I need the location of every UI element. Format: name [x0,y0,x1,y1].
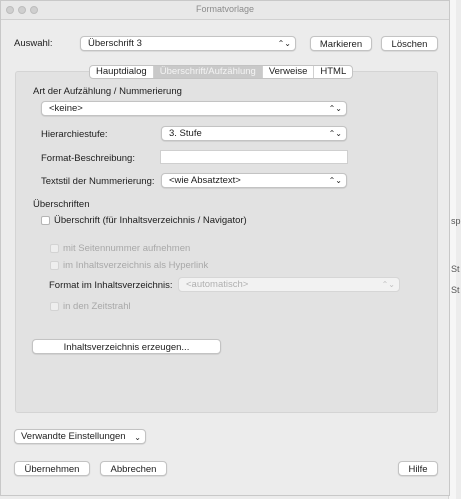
textstyle-dropdown[interactable] [161,173,347,188]
help-button[interactable]: Hilfe [398,461,438,476]
cancel-button[interactable]: Abbrechen [100,461,167,476]
background-text: St [451,285,460,295]
style-selection-value: Überschrift 3 [88,38,142,49]
chevron-updown-icon: ⌃⌄ [328,176,342,185]
description-field[interactable] [160,150,348,164]
description-label: Format-Beschreibung: [41,153,135,164]
select-button[interactable]: Markieren [310,36,372,51]
title-bar[interactable] [1,1,449,20]
toc-checkbox-label: Überschrift (für Inhaltsverzeichnis / Navigator) [54,215,247,226]
chevron-updown-icon: ⌃⌄ [381,280,395,289]
tab-bar [89,65,353,79]
level-label: Hierarchiestufe: [41,129,108,140]
chevron-updown-icon: ⌃⌄ [328,104,342,113]
tab-references[interactable]: Verweise [263,66,315,78]
related-settings-label: Verwandte Einstellungen [21,431,126,442]
create-toc-button[interactable]: Inhaltsverzeichnis erzeugen... [32,339,221,354]
tab-main-dialog[interactable]: Hauptdialog [90,66,154,78]
chevron-down-icon: ⌄ [134,433,141,442]
tab-heading-numbering[interactable]: Überschrift/Aufzählung [154,66,263,78]
hyperlink-checkbox[interactable] [50,261,59,270]
delete-button[interactable]: Löschen [381,36,438,51]
toc-format-value: <automatisch> [186,279,249,290]
related-settings-dropdown[interactable] [14,429,146,444]
tab-content-panel [15,71,438,413]
apply-button[interactable]: Übernehmen [14,461,90,476]
numbering-section-label: Art der Aufzählung / Nummerierung [33,86,182,97]
toc-checkbox[interactable] [41,216,50,225]
numbering-type-value: <keine> [49,103,83,114]
toc-format-dropdown[interactable] [178,277,400,292]
numbering-type-dropdown[interactable] [41,101,347,116]
timeline-checkbox-label: in den Zeitstrahl [63,301,131,312]
style-selection-dropdown[interactable] [80,36,296,51]
timeline-checkbox[interactable] [50,302,59,311]
level-value: 3. Stufe [169,128,202,139]
selection-label: Auswahl: [14,38,53,49]
page-number-checkbox[interactable] [50,244,59,253]
background-text: St [451,264,460,274]
hyperlink-checkbox-label: im Inhaltsverzeichnis als Hyperlink [63,260,209,271]
chevron-updown-icon: ⌃⌄ [328,129,342,138]
textstyle-label: Textstil der Nummerierung: [41,176,155,187]
toc-format-label: Format im Inhaltsverzeichnis: [49,280,173,291]
headings-section-label: Überschriften [33,199,90,210]
level-dropdown[interactable] [161,126,347,141]
window-title: Formatvorlage [195,4,255,14]
textstyle-value: <wie Absatztext> [169,175,241,186]
chevron-updown-icon: ⌃⌄ [277,39,291,48]
page-number-checkbox-label: mit Seitennummer aufnehmen [63,243,191,254]
tab-html[interactable]: HTML [320,66,347,77]
background-text: sp [451,216,461,226]
